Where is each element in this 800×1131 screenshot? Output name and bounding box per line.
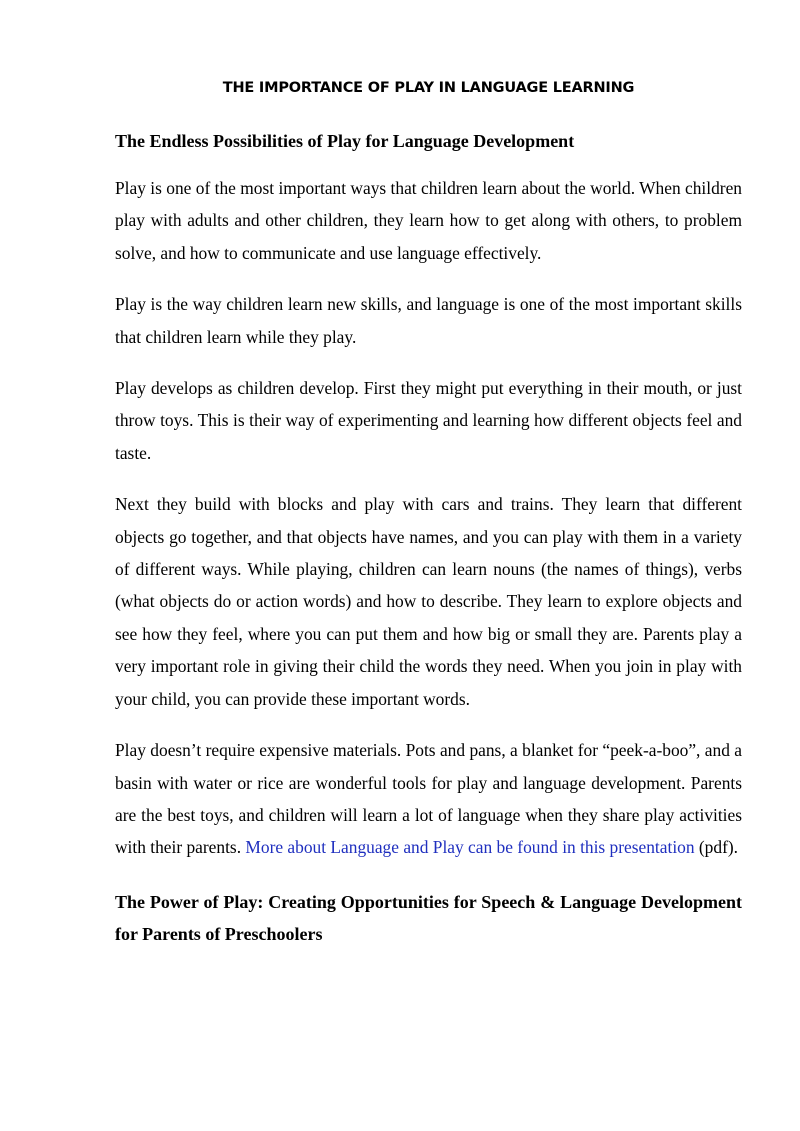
section-heading-power-of-play: The Power of Play: Creating Opportunities for Speech & Language Development for Parents of Preschoolers [115,891,742,945]
document-body [115,128,742,969]
paragraph-blocks-and-cars: Next they build with blocks and play with cars and trains. They learn that different objects go together, and that objects have names, and you can play with them in a variety of different ways. While playing, children can learn nouns (the names of things), verbs (what objects do or action words) and how to describe. They learn to explore objects and see how they feel, where you can put them and how big or small they are. Parents play a very important role in giving their child the words they need. When you join in play with your child, you can provide these important words. [115,494,742,709]
section-heading-endless-possibilities: The Endless Possibilities of Play for Language Development [115,131,575,151]
presentation-link[interactable]: More about Language and Play can be found in this presentation [245,837,695,858]
paragraph-play-develops: Play develops as children develop. First they might put everything in their mouth, or just throw toys. This is their way of experimenting and learning how different objects feel and taste. [115,378,742,463]
document-title: THE IMPORTANCE OF PLAY IN LANGUAGE LEARNING [222,80,635,96]
pdf-suffix: (pdf). [694,837,739,858]
paragraph-play-importance: Play is one of the most important ways that children learn about the world. When children play with adults and other children, they learn how to get along with others, to problem solve, and how to communicate and use language effectively. [115,178,742,263]
paragraph-new-skills: Play is the way children learn new skills, and language is one of the most important skills that children learn while they play. [115,294,742,347]
paragraph-expensive-materials [115,734,742,864]
paragraph-materials-text: Play doesn’t require expensive materials. Pots and pans, a blanket for “peek-a-boo”, and a basin with water or rice are wonderful tools for play and language development. Parents are the best toys, and children will learn a lot of language when they share play activities with their parents. [115,740,742,858]
